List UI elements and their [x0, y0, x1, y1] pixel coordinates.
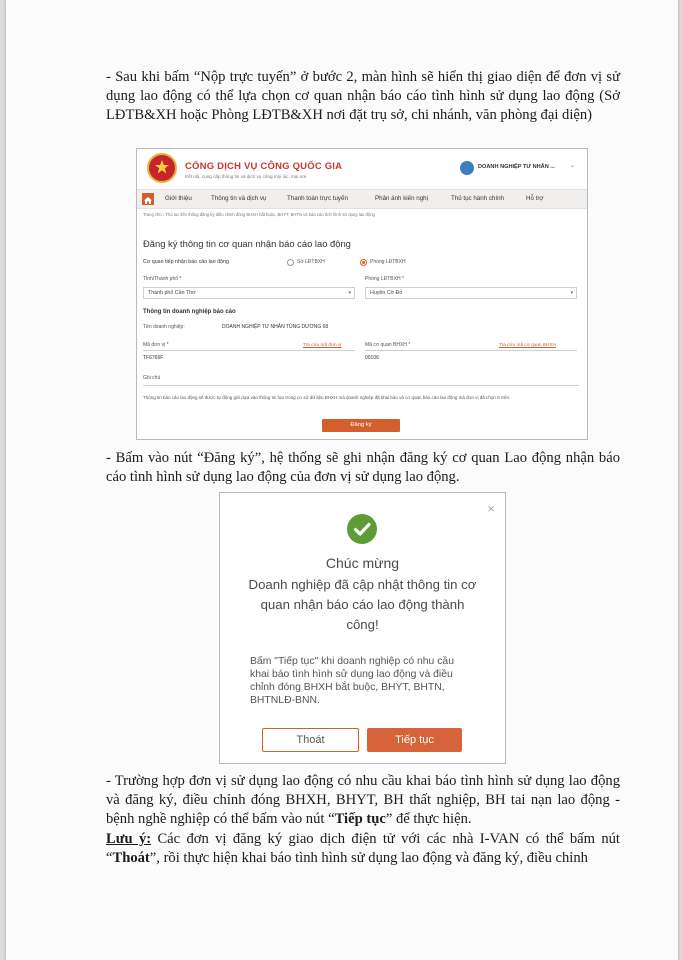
note-text: Các đơn vị đăng ký giao dịch điện tử với các nhà I-VAN có thể bấm nút “ — [106, 831, 620, 866]
paragraph-intro: - Sau khi bấm “Nộp trực tuyến” ở bước 2, màn hình sẽ hiển thị giao diện để đơn vị sử dụng lao động có thể lựa chọn cơ quan nhận báo cáo tình hình sử dụng lao động (Sở LĐTB&XH hoặc Phòng LĐTB&XH nơi đặt trụ sở, chi nhánh, văn phòng đại diện) — [106, 69, 620, 123]
paragraph-register: - Bấm vào nút “Đăng ký”, hệ thống sẽ ghi nhận đăng ký cơ quan Lao động nhận báo cáo tình hình sử dụng lao động của đơn vị sử dụng lao động. — [106, 450, 620, 485]
exit-keyword: Thoát — [112, 850, 150, 866]
portal-name: CỔNG DỊCH VỤ CÔNG QUỐC GIA — [185, 161, 343, 172]
exit-button[interactable]: Thoát — [262, 728, 359, 752]
chevron-down-icon[interactable]: ⌄ — [570, 163, 576, 169]
dept-label: Phòng LĐTBXH * — [365, 276, 404, 282]
agency-label: Cơ quan tiếp nhận báo cáo lao động — [143, 259, 229, 265]
paragraph-continue — [106, 772, 620, 829]
portal-tagline: Kết nối, cung cấp thông tin và dịch vụ công mọi lúc, mọi nơi — [185, 174, 307, 179]
user-avatar-icon[interactable] — [460, 161, 474, 175]
note-label: Lưu ý: — [106, 831, 152, 847]
modal-message: Doanh nghiệp đã cập nhật thông tin cơ quan nhận báo cáo lao động thành công! — [248, 577, 477, 632]
nav-item-services[interactable]: Thông tin và dịch vụ — [211, 195, 267, 202]
note-text-end: ”, rồi thực hiện khai báo tình hình sử dụng lao động và đăng ký, điều chỉnh — [149, 850, 588, 866]
breadcrumb[interactable]: Trang chủ › Thủ tục liên thông đăng ký điều chỉnh đóng BHXH bắt buộc, BHYT, BHTN và báo cáo tình hình sử dụng lao động — [143, 212, 375, 217]
registration-screenshot — [136, 148, 588, 440]
agency-code-divider — [365, 350, 577, 351]
close-icon[interactable]: × — [487, 501, 495, 516]
dept-select-value: Huyện Cờ Đỏ — [370, 290, 403, 296]
document-page — [6, 0, 678, 960]
nav-item-support[interactable]: Hỗ trợ — [526, 195, 544, 202]
modal-title: Chúc mừng — [325, 555, 400, 571]
agency-code-input[interactable]: 00106 — [365, 355, 379, 361]
nav-item-payment[interactable]: Thanh toán trực tuyến — [287, 195, 348, 202]
paragraph-note — [106, 830, 620, 868]
continue-button[interactable]: Tiếp tục — [367, 728, 462, 752]
company-value: DOANH NGHIỆP TƯ NHÂN TÙNG DƯƠNG 68 — [222, 324, 329, 330]
unit-code-divider — [143, 350, 355, 351]
check-circle-icon — [347, 514, 377, 544]
user-name[interactable]: DOANH NGHIỆP TƯ NHÂN ... — [478, 164, 555, 170]
nav-item-feedback[interactable]: Phản ánh kiến nghị — [375, 195, 428, 202]
company-section-title: Thông tin doanh nghiệp báo cáo — [143, 309, 236, 315]
company-label: Tên doanh nghiệp: — [143, 324, 185, 330]
radio-so-ldtbxh[interactable] — [287, 259, 294, 266]
portal-header — [137, 149, 587, 189]
continue-keyword: Tiếp tục — [334, 811, 386, 827]
notes-divider — [143, 385, 579, 386]
success-modal-screenshot — [219, 492, 506, 764]
city-label: Tỉnh/Thành phố * — [143, 276, 182, 282]
dept-select[interactable] — [365, 287, 577, 299]
chevron-down-icon: ▾ — [570, 290, 573, 296]
radio-phong-ldtbxh-label: Phòng LĐTBXH — [370, 259, 406, 265]
city-select-value: Thành phố Cần Thơ — [148, 290, 196, 296]
radio-phong-ldtbxh[interactable] — [360, 259, 367, 266]
agency-code-label: Mã cơ quan BHXH * — [365, 342, 411, 348]
nav-item-intro[interactable]: Giới thiệu — [165, 195, 192, 202]
form-title: Đăng ký thông tin cơ quan nhận báo cáo lao động — [143, 238, 351, 249]
register-button[interactable]: Đăng ký — [322, 419, 400, 432]
unit-code-input[interactable]: TF6766F — [143, 355, 164, 361]
home-icon[interactable] — [142, 193, 154, 205]
notes-label: Ghi chú — [143, 375, 161, 381]
paragraph-continue-end: ” để thực hiện. — [385, 811, 472, 827]
paragraph-continue-text: - Trường hợp đơn vị sử dụng lao động có nhu cầu khai báo tình hình sử dụng lao động và đăng ký, điều chỉnh đóng BHXH, BHYT, BH thất nghiệp, BH tai nạn lao động - bệnh nghề nghiệp có thể bấm vào nút “ — [106, 773, 620, 827]
modal-hint: Bấm "Tiếp tục" khi doanh nghiệp có nhu cầu khai báo tình hình sử dụng lao động và điều chỉnh đóng BHXH bắt buộc, BHYT, BHTN, BHTNLĐ-BNN. — [250, 656, 454, 706]
agency-code-lookup-link[interactable]: Tra cứu mã cơ quan BHXH — [499, 342, 556, 347]
national-emblem-icon — [147, 153, 177, 183]
unit-code-lookup-link[interactable]: Tra cứu mã đơn vị — [303, 342, 342, 347]
nav-item-procedures[interactable]: Thủ tục hành chính — [451, 195, 504, 202]
radio-so-ldtbxh-label: Sở LĐTBXH — [297, 259, 325, 265]
chevron-down-icon: ▾ — [348, 290, 351, 296]
notes-text: Thông tin báo cáo lao động sẽ được tự động gửi dựa vào thông tin lưu trong cơ sở dữ liệu BHXH mà doanh nghiệp đã khai báo và cơ quan báo cáo lao động mà đơn vị đã chọn ở trên. — [143, 395, 511, 400]
unit-code-label: Mã đơn vị * — [143, 342, 169, 348]
main-nav — [137, 189, 587, 209]
city-select[interactable] — [143, 287, 355, 299]
